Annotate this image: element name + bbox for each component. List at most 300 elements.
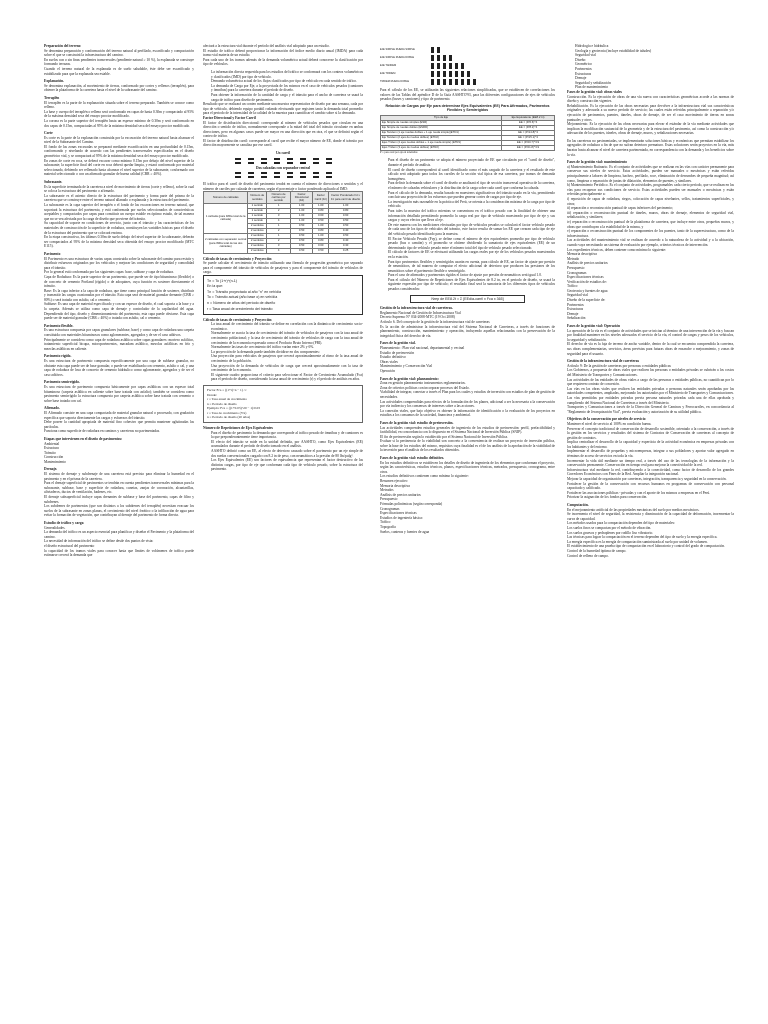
text-section — [44, 437, 194, 465]
list-item: • La investigación más razonable en la práctica del Perú, se orienta a la consideración máxima de la carga por tipo de vehículo. — [388, 200, 555, 209]
table-cell: 0.50 — [313, 218, 329, 223]
wheel-icon — [431, 71, 470, 77]
paragraph: Los subdrenes de pavimentos (que son distintos a los subdrenes del terraplén) necesitan evacuar los suelos de la subrasante en zonas planas, el crecimiento del nivel freático o la infiltración de agua para evitar la formación de vegetación, que contribuyan al drenaje del pavimento de forma directa. — [44, 504, 194, 518]
table-header-cell: Eje Equivalente (EE8.2 tn) — [502, 115, 555, 120]
paragraph: Control de relleno de campo. — [567, 553, 609, 558]
table-cell: 0.50 — [290, 238, 312, 243]
paragraph: Es una estructura de pavimento compuesta específicamente por una capa de subbase granular, no obstante esta capa puede ser de base granular, o puede ser estabilizada con cemento, asfalto o cal, y una capa de rodadura de losa de concreto de cemento hidráulico como aglomerante, agregados y de ser el caso aditivos. — [44, 359, 194, 377]
growth-formula-box — [203, 275, 363, 315]
paragraph: Fortalecer las asociaciones públicas - privadas y con el aporte de los mismos a empresas en el Perú. — [567, 490, 711, 495]
table-title: Relación de Cargas por Eje para determinar Ejes Equivalentes (EE) Para Afirmados, Pavimentos Flexibles y Semirrígidos — [385, 103, 550, 113]
list-item: • Para el cálculo del Número de Repeticiones de Ejes Equivalentes de 8.2 tn, en el periodo de diseño, se usará la siguiente expresión por tipo de vehículo; el resultado final será la sumatoria de los diferentes tipos de vehículos pesados considerados: — [388, 278, 555, 292]
list-item: • Estructuras — [575, 72, 734, 77]
paragraph: Base: Es la capa inferior a la capa de rodadura, que tiene como principal función de sostener, distribuir y transmitir las cargas ocasionadas por el tránsito. Esta capa será de material granular drenante (CBR ≥ 80%) o será tratada con asfalto, cal o cemento. — [44, 288, 194, 302]
paragraph: Preservar el concepto tradicional de conservación de desarrollo sostenible, orientado a la conservación, a través de la gestión en los servicios y resultados del sistema de Contratos de Conservación de carreteras al concepto de gestión de contratos. — [567, 426, 734, 440]
paragraph: En el mejoramiento artificial de las propiedades mecánicas del suelo por medios mecánicos. — [567, 507, 700, 512]
paragraph: Priorizar la asignación de los fondos para conservación. — [567, 495, 648, 500]
table-cell: Eje Simple de ruedas simples (ESR) — [381, 120, 502, 125]
paragraph: Para el cálculo de los EE, se utilizarán las siguientes relaciones simplificadas, que se establecen de correlaciones los valores de las Tablas del apéndice D de la Guía AASHTO'93, para las diferentes configuraciones de ejes de vehículos pesados (buses y camiones) y tipo de pavimento. — [380, 88, 555, 102]
table-header-cell: Factor Direccional (Fd) — [290, 192, 312, 203]
paragraph: Especificaciones técnicas — [380, 511, 417, 516]
section-heading: Fases de la gestión vial: obras viales — [567, 89, 622, 94]
paragraph: La subrasante es la capa superior del terraplén o el fondo de las excavaciones en terreno natural, que soportará la estructura del pavimento, y está conformada por suelos seleccionados de características aceptables y compactados por capas para constituir un cuerpo estable en óptimo estado, de tal manera que no se vea afectada por la carga de diseño que proviene del tránsito. — [44, 203, 194, 221]
paragraph: Artículo 6. Del concepto de la gestión de la infraestructura vial de carreteras — [380, 320, 490, 325]
text-section — [44, 79, 194, 93]
table-cell: 0.80 — [313, 238, 329, 243]
paragraph: Los suelos finos se compactan por el método de vibración. — [567, 525, 652, 530]
section-heading: Corte — [44, 131, 53, 136]
axle-row — [380, 71, 555, 77]
list-item: • Para definir la demanda sobre el carril de diseño se analizará el tipo de sección transversal operativa de la carretera, el número de calzadas vehiculares y la distribución de la carga sobre cada carril que conforma la calzada. — [388, 181, 555, 190]
paragraph: Es la superficie terminada de la carretera a nivel de movimiento de tierras (corte y relleno), sobre la cual se coloca la estructura del pavimento o afirmado. — [44, 184, 194, 194]
list-item: • El siguiente cuadro proporciona el criterio para seleccionar el Factor de Crecimiento Acumulado (Fca) para el período de diseño, considerando la tasa anual de crecimiento (r) y el período de análisis en años. — [211, 373, 363, 382]
paragraph: iii) reparación o reconstrucción puntual de túneles, muros, obras de drenaje, elementos de seguridad vial, señalización, y similares; — [567, 210, 734, 220]
paragraph: El tráfico para el carril de diseño del pavimento tendrá en cuenta el número de direcciones o sentidos y el número de carriles por calzada de carretera, según el porcentaje o factor ponderado aplicado al IMD: — [203, 182, 363, 191]
axle-diagram — [380, 47, 555, 85]
ee-calc-list — [388, 158, 555, 291]
table-cell: 2 sentidos — [248, 223, 267, 228]
list-item: • Para tales la muestra del tráfico mientras se consentrara en el tráfico pesado con la finalidad de obtener una información detallada permitiendo promedio la carga real por tipo de vehículo muestreado por tipo de eje y sus cargas y cuyos efectos que lleva al eje. — [388, 209, 555, 223]
list-item: • Una proyección de la demanda de vehículos de carga que crecerá aproximadamente con la tasa de crecimiento de la economía. — [211, 364, 363, 373]
list-item: • El Factor Vehículo Pesado (Fvp), se define como el número de ejes equivalentes promedio por tipo de vehículo pesado (bus o camión) y el promedio se obtiene dividiendo la sumatoria de ejes equivalentes (EE) de un determinado tipo de vehículo pesado entre el número total del tipo de vehículo pesado seleccionado. — [388, 237, 555, 251]
paragraph: Incrementar la vida útil mediante un tiempo real, a través del uso de las tecnologías de la información y la conservación permanente. Conservación en tiempo real para mejorar la conectividad de la red. — [567, 458, 734, 468]
list-item: • Seguridad vial — [575, 53, 734, 58]
section-heading: Pavimento flexible. — [44, 323, 74, 328]
paragraph: v) reparación o reconstrucción puntual de los componentes de los puentes, tanto de la superestructura, como de la infraestructura. — [567, 229, 734, 238]
paragraph: La subrasante es el asiento directo de la estructura del pavimento y forma parte del prisma de la carretera que se construye entre el terreno natural allanado o explanada y la estructura del pavimento. — [44, 193, 194, 203]
table-cell: 0.50 — [329, 218, 363, 223]
paragraph: Las vías permitidas por entidades privadas previa persona naturales privadas cada una de ellas aprobada y cumpliendo del Sistema Nacional de Carreteras a través del Ministerio. — [567, 395, 734, 405]
table-cell: 1.00 — [329, 203, 363, 208]
section-heading: Cálculo de tasas de crecimiento y Proyección — [203, 256, 272, 261]
list-item: • Demanda volumétrica actual de los flujos clasificados por tipo de vehículo en cada sentido de tráfico. — [211, 79, 363, 84]
paragraph: Presupuesto — [567, 265, 585, 270]
paragraph: Mantener el nivel de servicio al 100% en condición buena. — [567, 421, 652, 426]
paragraph: La energía específica es la energía de compactación suministrada al suelo por unidad de volumen. — [567, 539, 708, 544]
text-section — [44, 44, 194, 76]
paragraph: Drenaje — [567, 311, 579, 316]
section-heading: Objetivos de la conservación por niveles de servicio — [567, 417, 646, 422]
formula-line: To = Tránsito actual (año base o) en veh/día — [207, 295, 278, 300]
paragraph: ii) reparación o reconstrucción puntual de capas inferiores del pavimento; — [567, 206, 673, 211]
paragraph: El fin de preinversión según lo establecido por el Sistema Nacional de Inversión Pública. — [380, 434, 508, 439]
gestion-sections — [380, 306, 555, 534]
table-cell: 2 sentidos — [248, 233, 267, 238]
text-section — [44, 354, 194, 377]
table-cell: EE = (P/15.1)^4 — [502, 135, 555, 140]
section-heading: Pavimento semirrígido. — [44, 380, 80, 385]
paragraph: Mantenimiento y Conservación Vial — [380, 364, 433, 369]
paragraph: Mejoramiento. Es la ejecución de las obras necesarias para elevar el estándar de la vía mediante actividades que implican la modificación sustancial de la geometría y de la estructura del pavimento, así como la construcción y/o adecuación de los puentes, túneles, obras de drenaje, muros, y señalizaciones necesarias. — [567, 122, 734, 136]
section-heading: Estudio de tráfico y carga — [44, 521, 84, 525]
paragraph: Se denomina preparación y conformación del terreno natural al perfilado, escarificado y compactación sobre el que se construirá la infraestructura del camino. — [44, 48, 194, 58]
text-section — [567, 324, 734, 356]
paragraph: Cronogramas — [380, 506, 400, 511]
paragraph: Es una estructura de pavimento compuesta básicamente por capas asfálticas con un espesor total bituminoso (carpeta asfáltica en caliente sobre base tratada con asfalto); también se considera como pavimento semirrígido la estructura compuesta por carpeta asfáltica sobre base tratada con cemento o sobre base tratada con cal. — [44, 384, 194, 403]
paragraph: Memoria descriptiva — [380, 483, 410, 488]
paragraph: Se denomina explanación, al movimiento de tierras, conformado por cortes y rellenos (terraplén), para obtener la plataforma de la carretera hasta el nivel de la subrasante del camino. — [44, 83, 194, 93]
paragraph: En la etapa constructiva, los últimos 0.30m de suelo debajo del nivel superior de la subrasante, deberán ser compactados al 95% de la máxima densidad seca obtenida del ensayo proctor modificado (MTC E115). — [44, 235, 194, 249]
paragraph: Fortalecer la gestión de la conservación con recursos humanos en programas de conservación con personal capacitado y calificado. — [567, 481, 734, 491]
table-cell: 1 sentido — [248, 213, 267, 218]
section-heading: Drenaje. — [44, 467, 58, 472]
axle-row — [380, 47, 555, 53]
paragraph: Seguridad vial — [567, 293, 588, 298]
paragraph: Operación — [380, 368, 395, 373]
axle-row — [380, 79, 555, 85]
table-cell: 0.50 — [290, 248, 312, 253]
paragraph: El sistema de drenaje y subdrenaje de una carretera está previsto para eliminar la humedad en el pavimento y en el prisma de la carretera. — [44, 472, 194, 481]
paragraph: Resultado que se realizará un conteo mediante una muestra representativa de diseño por una semana, cada por tipo de vehículo, debiendo equipo portátil rodando efectuando que registren tanto la demanda total promedio para el periodo de la intensidad de la calidad de la muestra para cuantificar el cambio sobre si la demanda. — [203, 102, 363, 116]
list-item: • La demanda de Carga por Eje, a la proyectada de los mismos en el caso de vehículos pesados (camiones y ómnibus) para la carretera durante el período de diseño. — [211, 84, 363, 93]
column-1 — [44, 44, 194, 1020]
paragraph: Subbase: Es una capa de material especificado y con un espesor de diseño, el cual soporta a la base y a la carpeta. Además se utiliza como capa de drenaje y controlador de la capilaridad del agua. Dependiendo del tipo, diseño y dimensionamiento del pavimento, esta capa puede obviarse. Esta capa puede ser de material granular (CBR ≥ 40%) o tratada con asfalto, cal o cemento. — [44, 302, 194, 321]
section-heading: Fases de la gestión vial. — [380, 341, 416, 346]
section-heading: Fases de la gestión vial: estudio de preinversión. — [380, 420, 454, 425]
text-section — [380, 421, 555, 453]
growth-list — [211, 322, 363, 382]
table-header-cell: Número de calzadas — [204, 192, 248, 203]
formula-line: Tn = Tránsito proyectado al año "n" en veh/día — [207, 289, 281, 294]
table-cell: 2 sentidos — [248, 238, 267, 243]
table-header-cell: Tipo de Eje — [381, 115, 502, 120]
wheel-icon — [431, 63, 464, 69]
paragraph: el diseño estructural del pavimento — [44, 543, 95, 548]
formula-line: Donde: — [207, 392, 217, 397]
paragraph: Implementar el desarrollo de pequeñas y microempresas, integrar a sus pobladores y aportar valor agregado en términos de acceso de servicios en toda la vía. — [567, 449, 734, 459]
section-heading: Afirmado. — [44, 406, 60, 411]
section-heading: Explanación. — [44, 79, 65, 84]
section-heading: Fases de la gestión vial: Operación — [567, 324, 621, 329]
list-item: • Para tipo pavimentos flexibles y semirrígidos usarán en cuenta, para cálculo de EE, un factor de ajuste por presión de neumáticos, de tal manera de computar el efecto adicional de deterioro que producen las presiones de los neumáticos sobre el pavimento flexible o semirrígido. — [388, 260, 555, 274]
formula-line: Tn = To (1+r)^(n-1) — [207, 278, 237, 283]
paragraph: Estudio de preinversión — [380, 350, 415, 355]
table-cell: 2 — [267, 208, 291, 213]
table-cell: 0.50 — [313, 248, 329, 253]
table-cell: 1.00 — [290, 203, 312, 208]
list-item: • Para obtener la información de la cantidad de carga y el tránsito para el ancho de carretera se usará la carga de tráfico para diseño de pavimentos. — [211, 93, 363, 102]
table-header-cell: Número de sentidos — [248, 192, 267, 203]
paragraph: Cronogramas — [567, 270, 587, 275]
axle-label: TRIDEM RUEDA DOBLE — [380, 79, 410, 83]
table-cell: EE = (P/8.2)^4 — [502, 125, 555, 130]
paragraph: Debe poseer la cantidad apropiada de material fino cohesivo que permita mantener aglutinadas las partículas. — [44, 420, 194, 429]
section-heading: Fases de la gestión vial: mantenimiento — [567, 160, 627, 165]
list-item: • Los Ejes Equivalentes (EE) son factores de equivalencia que representan el factor destructivo de las distintas cargas, por tipo de eje que conforman cada tipo de vehículo pesado, sobre la estructura del pavimento. — [211, 458, 363, 472]
paragraph: b) Mantenimiento Periódico. Es el conjunto de actividades, programables cada cierto período, que se realizan en las vías para recuperar sus condiciones de servicio. Estas actividades pueden ser manuales o mecánicas y están referidas principalmente a: — [567, 183, 734, 197]
section-heading: Fases de la gestión vial: estudio definitivo. — [380, 456, 445, 461]
table-cell: 0.60 — [313, 213, 329, 218]
table-cell: 1 sentido — [248, 218, 267, 223]
paragraph: Estudios de ingeniería básica: — [380, 515, 423, 520]
section-heading: Fases de la gestión vial: planeamiento: — [380, 376, 439, 381]
paragraph: Pavimentos — [567, 302, 584, 307]
paragraph: Tráfico — [567, 284, 578, 289]
table-cell: EE = (P/6.6)^4 — [502, 120, 555, 125]
table-cell: 1.00 — [313, 203, 329, 208]
paragraph: Estructuras — [567, 307, 584, 312]
table-cell: 4 — [267, 218, 291, 223]
table-cell: 0.30 — [329, 243, 363, 248]
paragraph: Metrados — [380, 488, 394, 493]
list-item: • Pavimentos — [575, 67, 734, 72]
paragraph: Las actividades comprendidas para efectos de la formulación de los planes, adicional a ser la necesaria a la conservación por vía indirecta y los consensos de intereses sobre a las acciones. — [380, 399, 555, 409]
paragraph: Tránsito — [44, 450, 56, 455]
paragraph: El derecho de vía es la faja de terreno de ancho variable, dentro de la cual se encuentra comprendida la carretera, sus obras complementarias, servicios, áreas previstas para futuras obras de ensanche o mejoramiento, y zonas de seguridad para el usuario. — [567, 342, 734, 356]
paragraph: Zona de criterios políticas con incorporar procesos del Estado. — [380, 385, 470, 390]
table-cell: 2 — [267, 238, 291, 243]
table-cell: 2 sentidos — [248, 243, 267, 248]
wheel-icon — [431, 47, 440, 53]
paragraph: La conexión viales, que bajo objetivo es obtener la información de identificación o la evaluación de los proyectos en estudios a los consumos de la sociedad, financiera y ambiental. — [380, 408, 555, 418]
paragraph: Generalidades. — [44, 525, 66, 530]
column-3 — [380, 44, 555, 1020]
table-header-cell: Factor Carril (Fc) — [313, 192, 329, 203]
table-header-row — [204, 192, 363, 203]
table-cell: 1.00 — [313, 223, 329, 228]
text-section — [567, 503, 734, 558]
paragraph: Rehabilitación. Es la ejecución de las obras necesarias para devolver a la infraestructura vial sus características originales y adecuarla a su nuevo período de servicio; las cuales están referidas principalmente a reparación y/o ejecución de pavimentos, puentes, túneles, obras de drenaje, de ser el caso movimiento de tierras en zonas puntuales y otros. — [567, 103, 734, 122]
paragraph: Es una estructura compuesta por capas granulares (subbase, base) y como capa de rodadura una carpeta constituida con materiales bituminosos como aglomerantes, agregados y de ser el caso aditivos. — [44, 328, 194, 338]
text-section — [44, 380, 194, 403]
paragraph: Geotecnia y fuentes de agua — [567, 288, 608, 293]
table-cell: 0.50 — [290, 223, 312, 228]
paragraph: El factor de distribución carril: corresponde al carril que recibe el mayor número de EE, donde el tránsito por dirección mayormente se canaliza por ese carril. — [203, 138, 363, 148]
paragraph: El Afirmado consiste en una capa compactada de material granular natural o procesado, con gradación específica que soporta directamente las cargas y esfuerzos del tránsito. — [44, 410, 194, 420]
paragraph: Mejorar la capacidad de organización por carreteras, integración, transparencia y seguridad en la conservación. — [567, 477, 727, 482]
table-cell: 0.80 — [329, 208, 363, 213]
paragraph: En zonas de corte en roca, se deberá excavar como mínimo 0.15m por debajo del nivel superior de la subrasante; la superficie final del corte en roca deberá quedar limpia, y estará conformado por material seleccionado, debiendo ser rellenado hasta alcanzar el nivel superior de la subrasante, conformado con material seleccionado o con un afirmado granular de buena calidad (CBR ≥ 40%). — [44, 158, 194, 177]
list-item: • Normalmente las tasas de crecimiento del tráfico varían entre 2% y 6%. — [211, 345, 363, 350]
paragraph: Presupuesto — [380, 497, 398, 502]
table-cell: 1 sentido — [248, 208, 267, 213]
table-cell: 0.50 — [329, 223, 363, 228]
table-cell: 4 — [267, 248, 291, 253]
paragraph: Se puede calcular el crecimiento de tránsito utilizando una fórmula de progresión geométrica por separado para el componente del tránsito de vehículos de pasajeros y para el componente del tránsito de vehículos de carga. — [203, 261, 363, 275]
table-header-cell: Factor Ponderado Fd x Fc para carril de diseño — [329, 192, 363, 203]
list-item: • El carril de diseño corresponderá al carril identificado como el más cargado de la carretera y el resultado de este cálculo será adoptado para todos los carriles de la sección vial típica de esa carretera, por tramos de demanda homogénea. — [388, 168, 555, 182]
paragraph: Las actividades de las entidades de obras viales a cargo de las personas o entidades públicas, no cuantifican por lo que requieren contrato de concesión. — [567, 377, 734, 387]
figure-caption: Dos calzadas con separador central — [255, 165, 311, 170]
paragraph: Es la acción de administrar la infraestructura vial del Sistema Nacional de Carreteras, a través de funciones de planeamiento, construcción, mantenimiento y operación, incluyendo aquellas relacionadas con la preservación de la integridad física del derecho de vía. — [380, 324, 555, 338]
paragraph: La base y cuerpo del terraplén o relleno será conformado en capas de hasta 0.30m y compactado al 95% de la máxima densidad seca del ensayo proctor modificado. — [44, 109, 194, 119]
paragraph: la capacidad de los tramos viales para conocer hasta que límites de volúmenes de tráfico puede estimarse crecerá la demanda que — [44, 548, 194, 558]
paragraph: Construcción — [44, 455, 64, 460]
text-section — [44, 252, 194, 321]
paragraph: La necesidad de información del tráfico se define desde dos puntos de vista: — [44, 539, 154, 544]
text-section — [44, 180, 194, 249]
table-cell: 0.50 — [290, 233, 312, 238]
text-section — [44, 406, 194, 434]
list-item: • La proyección de la demanda puede también dividirse en dos componentes: — [211, 350, 363, 355]
table-group-cell: 2 calzadas con separador central (para IMDa total de las dos calzadas) — [204, 233, 248, 253]
paragraph: Implica centralizar el desarrollo de la capacidad y experticia de la actividad económica en empresas privadas con los habitantes y del entorno. — [567, 440, 734, 449]
table-header-cell: Número de carriles por sentido — [267, 192, 291, 203]
list-item: • Drenaje — [575, 76, 734, 81]
list-item: • La información directa requerida para los estudios del tráfico se conformará con los conteos volumétricos y clasificados (IMD) por tipo de vehículo. — [211, 70, 363, 79]
table-cell: 1 — [267, 203, 291, 208]
table-cell: 2 sentidos — [248, 228, 267, 233]
table-cell: 2 sentidos — [248, 248, 267, 253]
paragraph: Las vías en las obras viales que realicen las entidades privadas o personas naturales serán aprobadas por las autoridades competentes, ampliadas, mejorando los autorizados por el Ministerio de Transportes y Comunicaciones. — [567, 386, 734, 396]
text-section — [44, 467, 194, 518]
paragraph: Ambiental — [44, 441, 60, 446]
section-heading: Pavimento — [44, 251, 61, 256]
table-cell: 1 sentido — [248, 203, 267, 208]
column-2 — [203, 44, 363, 1020]
section-heading: Preparación del terreno — [44, 44, 81, 48]
section-heading: Factor Direccional y Factor Carril — [203, 115, 256, 120]
table-cell: 3 — [267, 213, 291, 218]
axle-label: EJE TANDEM — [380, 63, 397, 67]
list-item: • Normalmente se asocia la tasa de crecimiento del tránsito de vehículos de pasajeros con la tasa anual de crecimiento poblacional; y la tasa de crecimiento del tránsito de vehículos de carga con la tasa anual de crecimiento de la economía expresada como el Producto Bruto Interno (PBI). — [211, 331, 363, 345]
paragraph: La demanda del tráfico es un aspecto esencial para planificar y diseñar el Pavimento y la plataforma del camino. — [44, 530, 194, 539]
lane-figure — [203, 151, 363, 178]
paragraph: Su capacidad de soporte en condiciones de servicio, junto con el tránsito y las características de los materiales de construcción de la superficie de rodadura, constituyen las variables básicas para el diseño de la estructura del pavimento que se colocará encima. — [44, 221, 194, 235]
paragraph: Por lo general está conformada por las siguientes capas: base, subbase y capa de rodadura. — [44, 270, 174, 275]
table-cell: 1.00 — [290, 213, 312, 218]
axle-row — [380, 63, 555, 69]
table-cell: Eje Tandem (1 eje ruedas dobles + 1 eje rueda simple)(ETD1) — [381, 130, 502, 135]
section-heading: Computación. — [567, 503, 589, 507]
nrep-equation: Nrep de EE8.2t = Σ [EEdía-carril x Fca x 365] — [410, 295, 525, 304]
paragraph: Infraestructura vial mediante la red, contribuyendo a la conectividad, como factor de desarrollo de los grandes Corredores Económicos con Fines de la Red. Ampliar la integración nacional. — [567, 467, 734, 477]
paragraph: Verificación de estudios de: — [567, 279, 607, 284]
axle-label: EJE SIMPLE RUEDA SIMPLE — [380, 47, 415, 51]
paragraph: Decreto Supremo N° 034-2008-MTC (19 Oct 2008) — [380, 315, 455, 320]
table-cell: 0.80 — [313, 208, 329, 213]
formula-line: n = Período de diseño — [207, 401, 237, 406]
paragraph: La operación de la vía es el conjunto de actividades que se inician al término de una intervención de la vía y buscan por finalidad mantener en los niveles adecuados el servicio de la vía, el control de cargas y pesos de los vehículos, la seguridad y señalización. — [567, 328, 734, 342]
table-cell: Ejes Tridem (2 ejes ruedas dobles + 1 eje rueda simple) (ETR1) — [381, 140, 502, 145]
paragraph: Control de la humedad óptima de campo. — [567, 548, 627, 553]
paragraph: Los suelos gruesos y pedraplenes por rodillo liso vibratorio. — [567, 530, 654, 535]
list-item: • Hidrología e hidráulica — [575, 44, 734, 49]
paragraph: Estudio definitivo — [380, 355, 406, 360]
paragraph: Principalmente se considera como capa de rodadura asfáltica sobre capas granulares: mortero asfáltico, tratamiento superficial bicapa, micropavimentos, macadam asfáltico, mezclas asfálticas en frío y mezclas asfálticas en caliente. — [44, 337, 194, 351]
ee-relation-table — [380, 115, 555, 151]
paragraph: Las actividades comprenden estudios generales de ingeniería de los estudios de preinversión: perfil, prefactibilidad y factibilidad, en concordancia con lo dispuesto en el Sistema Nacional de Inversión Pública (SNIP). — [380, 425, 555, 435]
text-section — [567, 160, 734, 321]
section-heading: Pavimento rígido. — [44, 354, 72, 359]
paragraph: Los expedientes técnicos, deben contener como mínimo lo siguiente: — [567, 247, 667, 252]
paragraph: Estructura — [44, 446, 59, 451]
paragraph: Las actividades del mantenimiento vial se realizan de acuerdo a la naturaleza de la actividad y a la ubicación, cuando vaya necesitando un sistema de evaluación por ejemplo, criterios técnicos de intervención. — [567, 238, 734, 247]
formula-line: r = Tasa anual de crecimiento del tránsito — [207, 306, 273, 311]
paragraph: La corona es la parte superior del terraplén hasta un espesor mínimo de 0.30m y será conformado en dos capas de 0.15m, compactadas al 95% de la máxima densidad seca del ensayo proctor modificado. — [44, 118, 194, 128]
table-group-cell: 1 calzada (para IMDa total de la calzada) — [204, 203, 248, 233]
table-note: P = peso real por eje en toneladas — [380, 150, 418, 154]
paragraph: Funciona como superficie de rodadura en caminos y carreteras no pavimentadas. — [44, 429, 161, 434]
paragraph: Análisis de precios unitarios — [567, 261, 608, 266]
list-item: • Para el diseño de pavimento la demanda que corresponde al tráfico pesado de ómnibus y de camiones es la que preponderantemente tiene importancia. — [211, 431, 363, 440]
formula-line: r = Tasa de crecimiento (3%) — [207, 410, 247, 415]
table-cell: 0.40 — [329, 228, 363, 233]
text-section — [44, 131, 194, 177]
paragraph: iv) reparación o reconstrucción puntual de la plataforma de carretera, que incluye entre otros, pequeños muros, y obras que contribuyan a la estabilidad de la misma, y — [567, 219, 734, 229]
paragraph: Planeamiento : Plan vial nacional, departamental y vecinal — [380, 346, 465, 351]
paragraph: El estudio de tráfico deberá proporcionar la información del índice medio diario anual (IMDA) para cada tramo vial materia de un estudio. — [203, 48, 363, 58]
paragraph: a) Mantenimiento Rutinario. Es el conjunto de actividades que se realizan en las vías con carácter permanente para conservar sus niveles de servicio. Estas actividades, pueden ser manuales o mecánicas y están referidas principalmente a labores de limpieza, bacheo, perfilado, roce, eliminación de derrumbes de pequeña magnitud; así como, limpieza o reparación de juntas de dilatación, elementos de puentes, y similares. — [567, 164, 734, 183]
text-section — [380, 377, 555, 418]
formula-line: n = Período de diseño (20 años) — [207, 415, 251, 420]
paragraph: Los métodos usados para la compactación dependen del tipo de materiales: — [567, 521, 675, 526]
list-item: • El efecto del tránsito se mide en la unidad definida, por AASHTO, como Ejes Equivalentes (EE) acumulados durante el período de diseño tomado en el análisis. — [211, 440, 363, 449]
list-item: • Para el caso de afirmados y pavimentos rígidos el factor de ajuste por presión de neumáticos será igual 1.0. — [388, 273, 555, 278]
section-heading: Gestión de la infraestructura vial de carreteras. — [380, 306, 453, 311]
paragraph: Reglamento Nacional de Gestión de Infraestructura Vial — [380, 310, 461, 315]
traffic-list — [211, 70, 363, 102]
text-section — [567, 359, 734, 414]
paragraph: Resumen ejecutivo — [380, 479, 408, 484]
paragraph: i) reposición de capas de rodadura, riegos, colocación de capas nivelantes, sellos, tratamientos superficiales, y otros; — [567, 197, 734, 206]
paragraph: El factor de distribución direccional: corresponde al número de vehículos pesados que circulan en una dirección o sentido de tráfico, normalmente corresponde a la mitad del total del tránsito circulante en ambas direcciones, pero en algunos casos puede ser mayor en una dirección que en otra, el que se definirá según el conteo de tráfico. — [203, 120, 363, 139]
paragraph: Especificaciones técnicas — [567, 275, 604, 280]
paragraph: Zona en gestión planeamiento instrumentos reglamentarios. — [380, 381, 466, 386]
ee-list — [211, 431, 363, 472]
paragraph: El establecimiento de una prueba tipo de compactación en el laboratorio y control del grado de compactación. — [567, 544, 725, 549]
formula-line: n = Número de años del período de diseño — [207, 300, 276, 305]
paragraph: El fondo de las zonas excavadas se preparará mediante escarificación en una profundidad de 0.15m, conformando y nivelando de acuerdo con las pendientes transversales especificadas en el diseño geométrico vial, y se compactará al 95% de la máxima densidad seca del ensayo proctor modificado. — [44, 144, 194, 159]
paragraph: En los estudios definitivos se establecen los detalles de diseño de ingeniería de los elementos que conforman el proyecto, según las características, estudios técnicos, planos, especificaciones técnicas, metrados, presupuesto, cronograma, entre otros. — [380, 460, 555, 474]
paragraph: Obras viales — [380, 359, 398, 364]
text-section — [567, 90, 734, 136]
list-item: • Diseño: — [575, 58, 734, 63]
paragraph: Cuando el terreno natural de la explanada es de suelo saludable, éste debe ser escarificado y estabilizado para que la explanada sea estable. — [44, 66, 194, 76]
formula-line: r = Tasa anual de crecimiento — [207, 397, 247, 402]
traffic-intro — [203, 44, 363, 67]
figure-caption: Un carril — [275, 151, 291, 156]
text-section — [380, 306, 555, 338]
section-heading: Etapas que intervienen en el diseño de pavimentos: — [44, 436, 123, 441]
section-heading: Subrasante. — [44, 180, 63, 185]
lane-factor-table — [203, 191, 363, 253]
axle-label: EJE SIMPLE RUEDA DOBLE — [380, 55, 415, 59]
list-item: • Geométrico — [575, 62, 734, 67]
paragraph: Las técnicas para lograr la compactación en el terreno dependen del tipo de suelo y la energía específica. — [567, 535, 718, 540]
paragraph: afectará a la estructura vial durante el período del análisis vial adoptado para un estudio. — [203, 44, 330, 48]
column-4 — [567, 44, 734, 1020]
table-cell: EE = (P/14.8)^4 — [502, 130, 555, 135]
paragraph: Evaluar si la pertinencia de la viabilidad son concreto a la conveniencia de realizar un proyecto de inversión pública, sobre la base de los estudios del mismo, requisitos cuya finalidad es el de los análisis de la aprobación de la viabilidad de la inversión para el análisis de los resultados obtenidos. — [380, 439, 555, 453]
table-cell: 0.80 — [313, 228, 329, 233]
paragraph: Construcción. Es la ejecución de obras de una vía nueva con características geométricas acorde a las normas de diseño y construcción vigentes. — [567, 94, 734, 104]
lane-marks — [203, 176, 363, 178]
section-heading: Número de Repeticiones de Ejes Equivalentes — [203, 426, 273, 431]
col4-sections — [567, 90, 734, 558]
lane-marks — [203, 172, 363, 174]
paragraph: Para cada uno de los tramos además de la demanda volumétrica actual deberá conocerse la clasificación por tipo de vehículos. — [203, 57, 363, 67]
paragraph: Memoria descriptiva — [567, 252, 597, 257]
list-item: • Plan de mantenimiento — [575, 85, 734, 90]
table-cell: 2 — [267, 228, 291, 233]
table-cell: 1 — [267, 223, 291, 228]
paragraph: Fórmulas polinómicas (según corresponda) — [380, 502, 443, 507]
paragraph: El drenaje subsuperficial incluye capas drenantes de subbase y base del pavimento, capas de filtro y subdrenes. — [44, 495, 194, 504]
formula-line: Factor Fca = ((1+r)^n − 1) / r — [207, 387, 247, 392]
paragraph: En las carreteras no pavimentadas, se implementarán soluciones básicas y económicas que permitan estabilizar los agregados de rodadura a fin de que no sufran deterioro prematuro. Estas soluciones serán proyectos en la vía, más baratas hasta alcanzar el nivel de carretera pavimentada, en correspondencia con la demanda y los beneficios sobre la vía. — [567, 138, 734, 157]
table-cell: 0.25 — [329, 248, 363, 253]
text-section — [44, 521, 194, 558]
list-item: • Una proyección para vehículos de pasajeros que crecerá aproximadamente al ritmo de la tasa anual de crecimiento de la población. — [211, 354, 363, 363]
lane-marks — [203, 162, 363, 164]
paragraph: Capa de Rodadura: Es la parte superior de un pavimento, que puede ser de tipo bituminoso (flexible) o de concreto de cemento Portland (rígido) o de adoquines, cuya función es sostener directamente el tránsito. — [44, 274, 194, 289]
formula-line: Ejemplo: Fca = ((1+0.03)^20 − 1)/0.03 — [207, 406, 260, 411]
text-section — [380, 456, 555, 534]
paragraph: Transportes y Comunicaciones a través de la Dirección General de Caminos y Ferrocarriles, en concordancia al "Reglamento de Jerarquización Vial", previa evaluación y autorización de su utilidad pública. — [567, 405, 734, 414]
table-cell: Eje Simple de ruedas dobles (ESRD) — [381, 125, 502, 130]
axle-label: EJE TRIDEM — [380, 71, 396, 75]
